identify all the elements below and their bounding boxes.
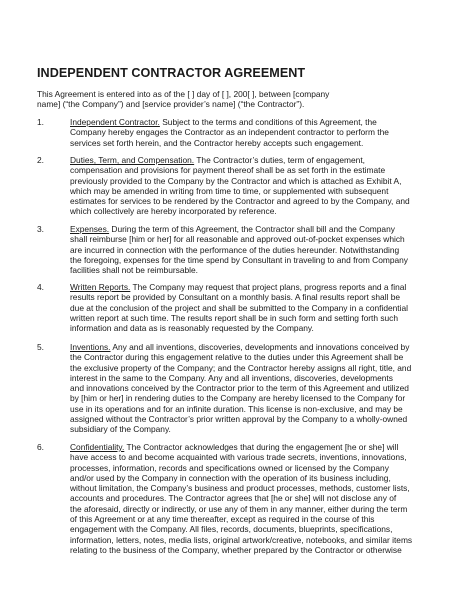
clause-line: the exclusive property of the Company; and the Contractor hereby assigns all right, title, and xyxy=(70,362,412,373)
clause-line: by [him or her] in rendering duties to the Company are hereby licensed to the Company for xyxy=(70,393,406,404)
clause-line xyxy=(70,224,457,234)
clause-line: information and data as is reasonably requested by the Company. xyxy=(70,323,314,334)
clause-heading: Inventions. xyxy=(70,342,111,352)
clause-line: use in its operations and for an infinite duration. This license is non-exclusive, and may be xyxy=(70,403,403,414)
clause-body xyxy=(70,155,457,217)
clause-heading: Written Reports. xyxy=(70,282,131,292)
clause-line xyxy=(70,117,457,127)
clause-line: which may be amended in writing from time to time, or supplemented with subsequent xyxy=(70,185,389,196)
clause-line: are incurred in connection with the performance of the duties hereunder. Notwithstanding xyxy=(70,244,400,255)
clause-line: the aforesaid, directly or indirectly, or use any of them in any manner, either during the term xyxy=(70,503,408,514)
clause-body xyxy=(70,117,457,148)
clause-body xyxy=(70,442,457,555)
clause-body xyxy=(70,224,457,275)
intro-paragraph xyxy=(37,89,447,110)
clause-line xyxy=(70,282,457,292)
clause-text: The Company may request that project plans, progress reports and a final xyxy=(130,282,407,292)
clause-line: subsidiary of the Company. xyxy=(70,424,171,435)
clause-line: of this Agreement or at any time thereafter, except as required in the course of this xyxy=(70,514,375,525)
clause-number: 3. xyxy=(37,224,44,234)
clause-line: assigned without the Contractor’s prior written approval by the Company to a wholly-owned xyxy=(70,414,408,425)
clause-line: have access to and become acquainted with various trade secrets, inventions, innovations, xyxy=(70,452,407,463)
clause-line: services set forth herein, and the Contractor hereby accepts such engagement. xyxy=(70,137,364,148)
clause-inventions xyxy=(37,342,457,435)
clause-line: and innovations conceived by the Contractor prior to the term of this Agreement and utilized xyxy=(70,383,409,394)
clause-heading: Duties, Term, and Compensation. xyxy=(70,155,195,165)
clause-body xyxy=(70,342,457,435)
clause-line xyxy=(70,442,457,452)
clause-line: written report at such time. The results report shall be in such form and setting forth such xyxy=(70,312,399,323)
intro-line: name] (“the Company”) and [service provider’s name] (“the Contractor”). xyxy=(37,99,305,110)
clause-line: relating to the business of the Company, whether prepared by the Contractor or otherwise xyxy=(70,544,402,555)
clause-line xyxy=(70,342,457,352)
clause-line: the foregoing, expenses for the time spend by Consultant in traveling to and from Company xyxy=(70,254,408,265)
clause-line: processes, information, records and specifications owned or licensed by the Company xyxy=(70,462,389,473)
clause-line: Company hereby engages the Contractor as an independent contractor to perform the xyxy=(70,127,389,138)
clause-heading: Independent Contractor. xyxy=(70,117,160,127)
intro-line: This Agreement is entered into as of the [ ] day of [ ], 200[ ], between [company xyxy=(37,89,330,99)
clause-line: estimates for services to be rendered by the Contractor and agreed to by the Company, and xyxy=(70,196,410,207)
clause-independent-contractor xyxy=(37,117,457,148)
clause-text: During the term of this Agreement, the Contractor shall bill and the Company xyxy=(109,224,395,234)
clause-line: which collectively are hereby incorporated by reference. xyxy=(70,206,277,217)
clause-line: interest in the same to the Company. Any and all inventions, discoveries, developments xyxy=(70,372,393,383)
clause-line: without limitation, the Company’s business and product processes, methods, customer lists, xyxy=(70,483,410,494)
clause-text: The Contractor acknowledges that during the engagement [he or she] will xyxy=(124,442,399,452)
clause-line xyxy=(70,155,457,165)
clause-number: 2. xyxy=(37,155,44,165)
clause-heading: Expenses. xyxy=(70,224,110,234)
clause-text: The Contractor’s duties, term of engagement, xyxy=(194,155,365,165)
clause-text: Subject to the terms and conditions of this Agreement, the xyxy=(159,117,377,127)
clause-line: accounts and procedures. The Contractor agrees that [he or she] will not disclose any of xyxy=(70,493,397,504)
clause-number: 1. xyxy=(37,117,44,127)
clause-number: 4. xyxy=(37,282,44,292)
clause-line: the Contractor during this engagement relative to the duties under this Agreement shall be xyxy=(70,352,404,363)
clause-confidentiality xyxy=(37,442,457,555)
clause-line: and/or used by the Company in connection with the operation of its business including, xyxy=(70,472,391,483)
clause-heading: Confidentiality. xyxy=(70,442,125,452)
clause-number: 6. xyxy=(37,442,44,452)
clause-line: due at the conclusion of the project and shall be submitted to the Company in a confidential xyxy=(70,302,409,313)
clause-text: Any and all inventions, discoveries, developments and innovations conceived by xyxy=(110,342,410,352)
clause-body xyxy=(70,282,457,333)
clause-line: previously provided to the Company by the Contractor and which is attached as Exhibit A, xyxy=(70,175,402,186)
clause-number: 5. xyxy=(37,342,44,352)
clause-line: compensation and provisions for payment thereof shall be as set forth in the estimate xyxy=(70,165,386,176)
clause-line: facilities shall not be reimbursable. xyxy=(70,265,199,276)
clause-expenses xyxy=(37,224,457,275)
clause-line: information, letters, notes, media lists, original artwork/creative, notebooks, and similar items xyxy=(70,534,413,545)
clause-written-reports xyxy=(37,282,457,333)
clause-line: results report be provided by Consultant on a monthly basis. A final results report shall be xyxy=(70,292,401,303)
clause-line: shall reimburse [him or her] for all reasonable and approved out-of-pocket expenses which xyxy=(70,234,405,245)
clause-duties-term-compensation xyxy=(37,155,457,217)
clause-line: engagement with the Company. All files, records, documents, blueprints, specifications, xyxy=(70,524,393,535)
document-title: INDEPENDENT CONTRACTOR AGREEMENT xyxy=(37,66,306,80)
